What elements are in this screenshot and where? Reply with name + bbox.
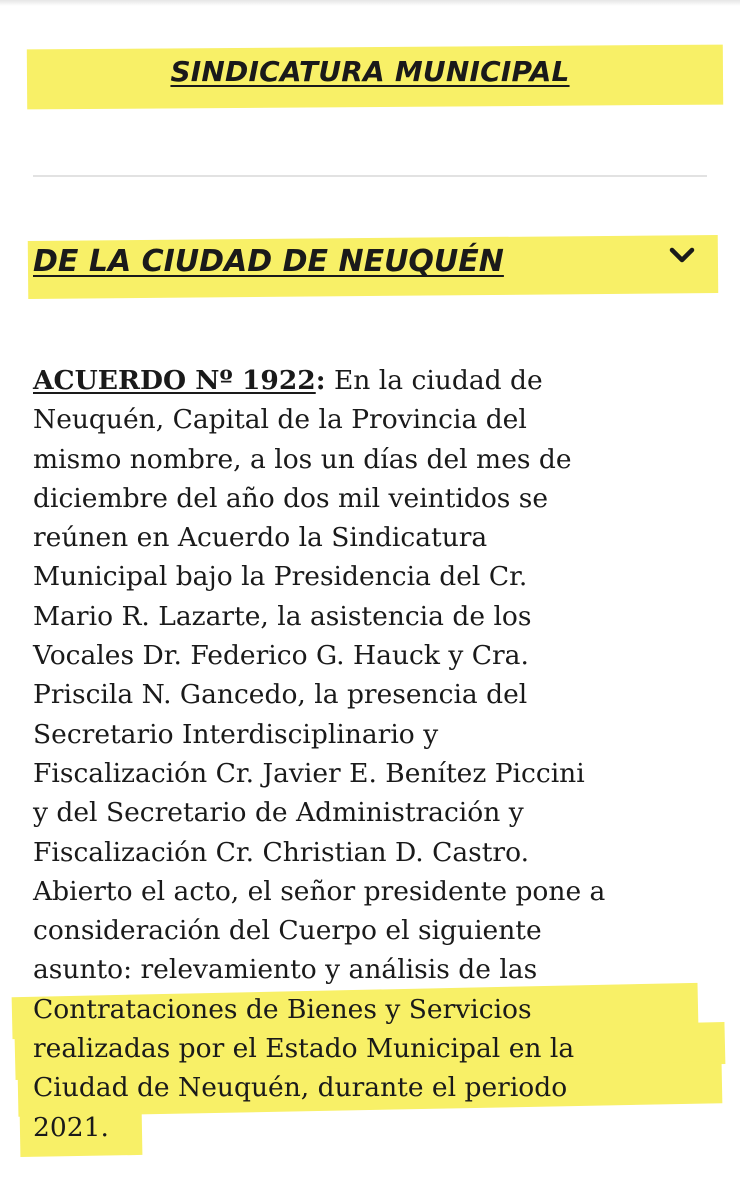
document-line: y del Secretario de Administración y — [33, 797, 524, 829]
document-line: Secretario Interdisciplinario y — [33, 718, 439, 750]
document-line: diciembre del año dos mil veintidos se — [33, 482, 549, 514]
document-line: Fiscalización Cr. Javier E. Benítez Piccini — [33, 757, 585, 789]
document-line: Fiscalización Cr. Christian D. Castro. — [33, 836, 530, 868]
document-line: Contrataciones de Bienes y Servicios — [33, 993, 532, 1025]
document-line: mismo nombre, a los un días del mes de — [33, 443, 572, 475]
divider — [33, 175, 707, 177]
document-line: Neuquén, Capital de la Provincia del — [33, 404, 527, 436]
page-title: SINDICATURA MUNICIPAL — [170, 55, 570, 88]
document-line: Municipal bajo la Presidencia del Cr. — [33, 561, 528, 593]
document-line: Mario R. Lazarte, la asistencia de los — [33, 600, 532, 632]
document-line: realizadas por el Estado Municipal en la — [33, 1033, 575, 1065]
document-line: consideración del Cuerpo el siguiente — [33, 915, 542, 947]
document-line: reúnen en Acuerdo la Sindicatura — [33, 522, 488, 554]
line-text: En la ciudad de — [325, 365, 543, 396]
top-shadow — [0, 0, 740, 6]
agreement-colon: : — [315, 365, 326, 396]
document-line: asunto: relevamiento y análisis de las — [33, 954, 538, 986]
agreement-number: ACUERDO Nº 1922 — [33, 365, 316, 396]
section-title[interactable]: DE LA CIUDAD DE NEUQUÉN — [33, 244, 504, 279]
document-line: Abierto el acto, el señor presidente pone a — [33, 875, 606, 907]
document-line: 2021. — [33, 1111, 109, 1143]
document-line — [33, 361, 723, 400]
document-line: Ciudad de Neuquén, durante el periodo — [33, 1072, 568, 1104]
document-line: Priscila N. Gancedo, la presencia del — [33, 679, 528, 711]
document-body — [33, 361, 723, 1147]
chevron-down-icon[interactable] — [662, 240, 702, 270]
document-line: Vocales Dr. Federico G. Hauck y Cra. — [33, 640, 529, 672]
